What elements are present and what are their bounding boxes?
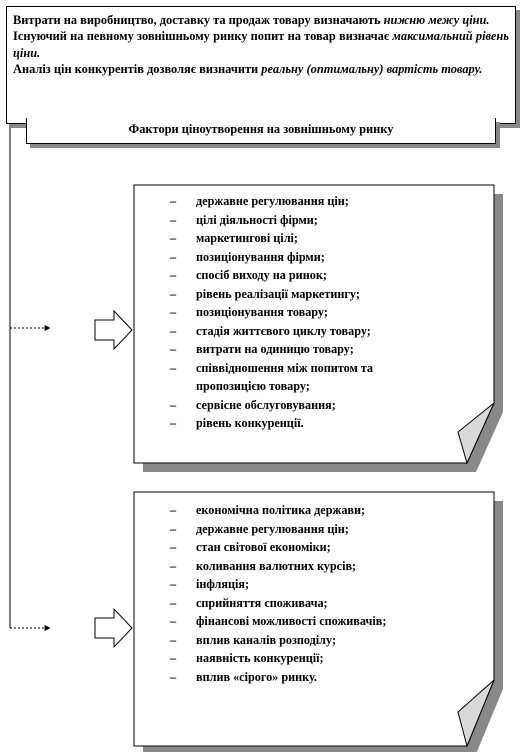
factor-label: вплив каналів розподілу;: [196, 632, 337, 647]
factor-item: [170, 668, 440, 687]
intro-paragraph-2: Існуючий на певному зовнішньому ринку попит на товар визначає максимальний рівень ціни.: [13, 29, 509, 60]
block-arrow-external: [95, 609, 132, 647]
factor-label: стан світової економіки;: [196, 540, 331, 554]
list-dash: –: [170, 360, 177, 375]
external-factors-list: [170, 501, 440, 686]
factor-item: [170, 538, 440, 557]
list-dash: –: [170, 595, 177, 610]
list-dash: –: [170, 614, 177, 628]
list-dash: –: [170, 305, 177, 319]
factor-label: рівень реалізації маркетингу;: [196, 286, 360, 301]
internal-factors-list-container: [170, 192, 430, 433]
factor-label: економічна політика держави;: [196, 503, 366, 517]
factor-label: державне регулювання цін;: [196, 194, 349, 208]
factor-label: сервісне обслуговування;: [196, 397, 336, 412]
internal-factors-list: [170, 192, 430, 433]
list-dash: –: [170, 577, 177, 591]
factor-item: [170, 414, 430, 433]
list-dash: –: [170, 651, 177, 665]
factor-label: цілі діяльності фірми;: [196, 212, 318, 227]
factor-item: [170, 266, 430, 285]
factor-label: позиціонування товару;: [196, 305, 328, 319]
intro-text-box: [6, 6, 516, 124]
factor-item: [170, 520, 440, 539]
list-dash: –: [170, 669, 177, 684]
factor-item: [170, 303, 430, 322]
factor-label: стадія життєвого циклу товару;: [196, 323, 371, 338]
list-dash: –: [170, 558, 177, 573]
factor-label: фінансові можливості споживачів;: [196, 614, 387, 628]
factor-item: [170, 229, 430, 248]
factor-label: вплив «сірого» ринку.: [196, 669, 317, 684]
factor-item: [170, 631, 440, 650]
list-dash: –: [170, 194, 177, 208]
factor-label: маркетингові цілі;: [196, 231, 298, 245]
factor-label: співвідношення між попитом та пропозицією товару;: [196, 360, 374, 393]
list-dash: –: [170, 540, 177, 554]
factor-item: [170, 575, 440, 594]
intro-paragraph-1: Витрати на виробництво, доставку та продаж товару визначають нижню межу ціни.: [13, 13, 490, 27]
factor-item: [170, 340, 430, 359]
list-dash: –: [170, 521, 177, 536]
factor-item: [170, 192, 430, 211]
external-factors-list-container: [170, 501, 440, 686]
factor-item: [170, 557, 440, 576]
list-dash: –: [170, 249, 177, 264]
factor-label: сприйняття споживача;: [196, 595, 328, 610]
list-dash: –: [170, 323, 177, 338]
factor-item: [170, 396, 430, 415]
list-dash: –: [170, 503, 177, 517]
factor-item: [170, 322, 430, 341]
factor-item: [170, 612, 440, 631]
factor-item: [170, 649, 440, 668]
list-dash: –: [170, 231, 177, 245]
list-dash: –: [170, 397, 177, 412]
factor-item: [170, 501, 440, 520]
factor-item: [170, 594, 440, 613]
list-dash: –: [170, 212, 177, 227]
list-dash: –: [170, 342, 177, 356]
list-dash: –: [170, 268, 177, 282]
factor-label: рівень конкуренції.: [196, 416, 304, 430]
factor-label: позиціонування фірми;: [196, 249, 325, 264]
factor-label: спосіб виходу на ринок;: [196, 268, 327, 282]
factor-item: [170, 211, 430, 230]
factor-label: інфляція;: [196, 577, 250, 591]
diagram-title: Фактори ціноутворення на зовнішньому ринку: [26, 118, 496, 144]
factor-label: наявність конкуренції;: [196, 651, 324, 665]
factor-label: державне регулювання цін;: [196, 521, 349, 536]
factor-label: витрати на одиницю товару;: [196, 342, 354, 356]
list-dash: –: [170, 632, 177, 647]
block-arrow-internal: [95, 311, 132, 349]
factor-item: [170, 248, 430, 267]
list-dash: –: [170, 286, 177, 301]
factor-item: [170, 285, 430, 304]
factor-item: [170, 359, 430, 396]
intro-paragraph-3: Аналіз цін конкурентів дозволяє визначити реальну (оптимальну) вартість товару.: [13, 62, 483, 77]
factor-label: коливання валютних курсів;: [196, 558, 357, 573]
list-dash: –: [170, 416, 177, 430]
